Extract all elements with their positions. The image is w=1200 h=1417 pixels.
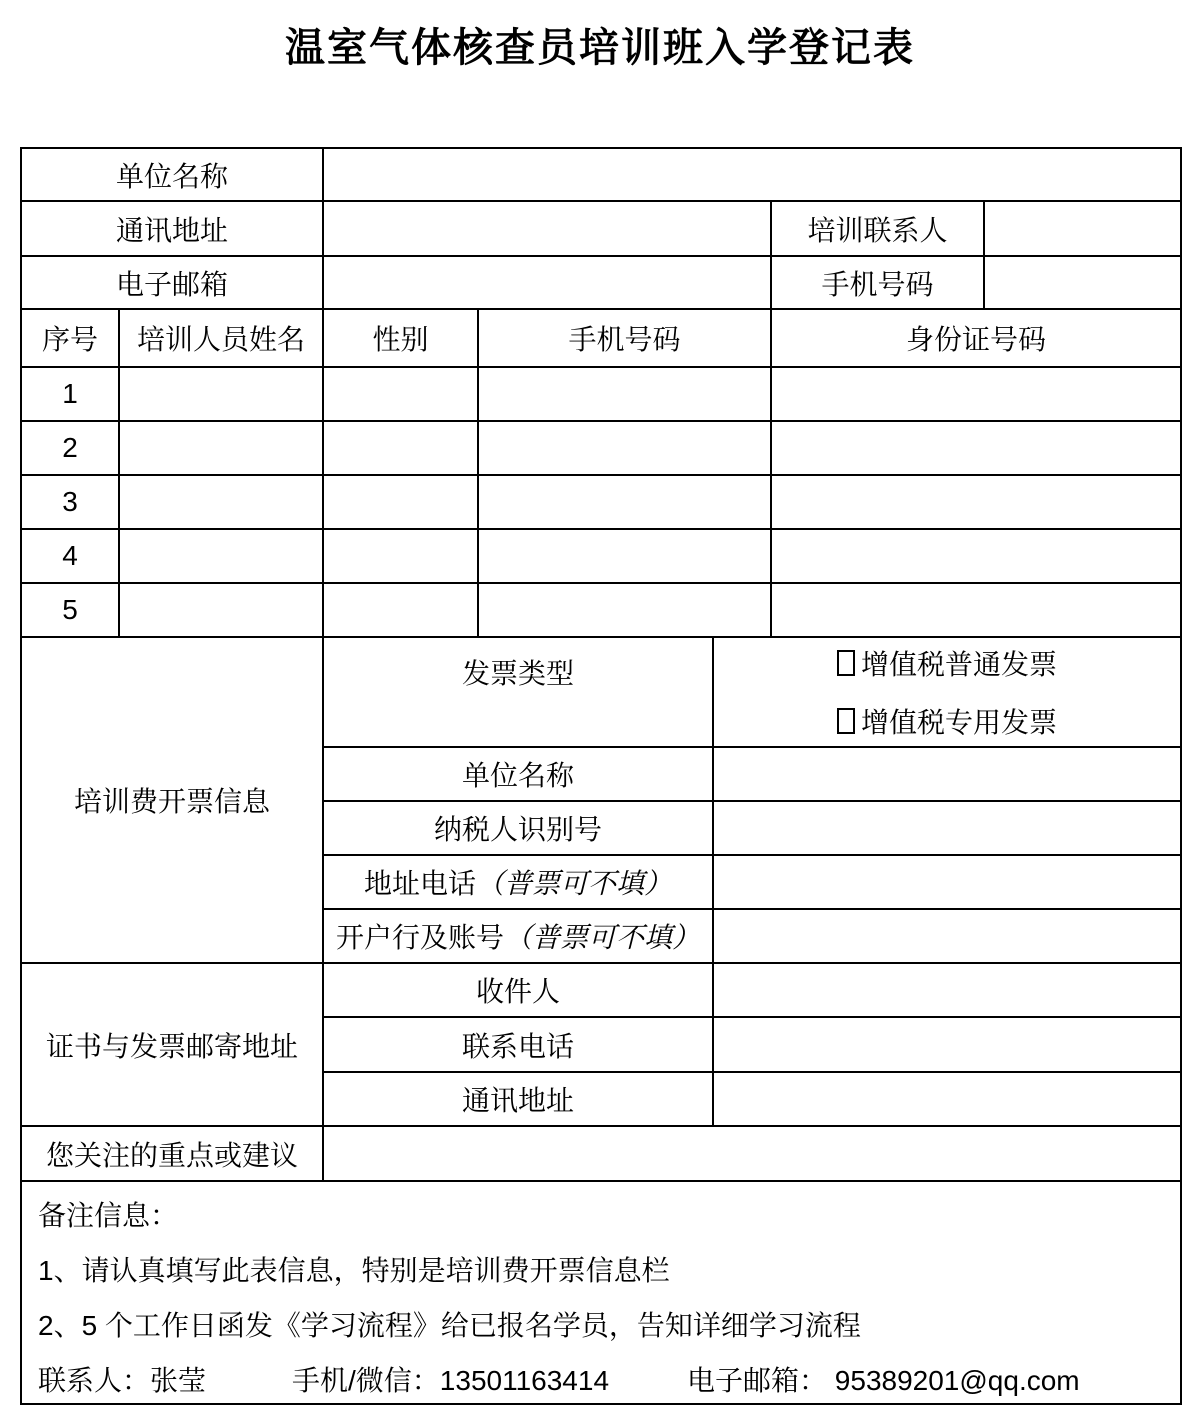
row-number: 1 xyxy=(22,368,120,422)
field-label-mobile: 手机号码 xyxy=(772,257,985,310)
row-number: 5 xyxy=(22,584,120,638)
input-cell-gender-1[interactable] xyxy=(324,368,479,422)
field-note-optional: （普票可不填） xyxy=(476,868,673,899)
section-label-invoice-info: 培训费开票信息 xyxy=(22,638,324,964)
input-cell-mailing-address[interactable] xyxy=(324,202,772,257)
option-vat-special[interactable] xyxy=(837,701,1057,741)
column-header-no: 序号 xyxy=(22,310,120,368)
input-cell-phone-1[interactable] xyxy=(479,368,772,422)
field-label-training-contact: 培训联系人 xyxy=(772,202,985,257)
field-label-recipient: 收件人 xyxy=(324,964,714,1018)
row-number: 2 xyxy=(22,422,120,476)
input-cell-bank-account[interactable] xyxy=(714,910,1182,964)
remarks-block xyxy=(22,1182,1182,1405)
section-label-mailing-address: 证书与发票邮寄地址 xyxy=(22,964,324,1127)
remarks-heading: 备注信息： xyxy=(38,1200,179,1231)
input-cell-phone-4[interactable] xyxy=(479,530,772,584)
field-label-mailing-addr: 通讯地址 xyxy=(324,1073,714,1127)
contact-name: 联系人：张莹 xyxy=(38,1365,207,1396)
input-cell-phone-5[interactable] xyxy=(479,584,772,638)
field-label-invoice-unit-name: 单位名称 xyxy=(324,748,714,802)
registration-form-table xyxy=(20,147,1182,1405)
input-cell-name-4[interactable] xyxy=(120,530,324,584)
remarks-note-1: 1、请认真填写此表信息，特别是培训费开票信息栏 xyxy=(38,1255,670,1286)
column-header-gender: 性别 xyxy=(324,310,479,368)
input-cell-training-contact[interactable] xyxy=(985,202,1182,257)
input-cell-gender-2[interactable] xyxy=(324,422,479,476)
input-cell-address-phone[interactable] xyxy=(714,856,1182,910)
input-cell-id-3[interactable] xyxy=(772,476,1182,530)
input-cell-name-2[interactable] xyxy=(120,422,324,476)
input-cell-name-5[interactable] xyxy=(120,584,324,638)
column-header-phone: 手机号码 xyxy=(479,310,772,368)
input-cell-phone-3[interactable] xyxy=(479,476,772,530)
field-label-unit-name: 单位名称 xyxy=(22,149,324,202)
input-cell-id-2[interactable] xyxy=(772,422,1182,476)
input-cell-gender-5[interactable] xyxy=(324,584,479,638)
checkbox-icon[interactable] xyxy=(837,708,855,734)
input-cell-contact-phone[interactable] xyxy=(714,1018,1182,1073)
field-label-text: 开户行及账号 xyxy=(335,922,504,953)
field-label-mailing-address: 通讯地址 xyxy=(22,202,324,257)
field-label-suggestions: 您关注的重点或建议 xyxy=(22,1127,324,1182)
input-cell-mailing-addr[interactable] xyxy=(714,1073,1182,1127)
input-cell-id-5[interactable] xyxy=(772,584,1182,638)
contact-line xyxy=(38,1353,1080,1405)
input-cell-taxpayer-id[interactable] xyxy=(714,802,1182,856)
input-cell-invoice-unit-name[interactable] xyxy=(714,748,1182,802)
input-cell-name-3[interactable] xyxy=(120,476,324,530)
contact-email: 电子邮箱： 95389201@qq.com xyxy=(687,1365,1080,1396)
field-label-text: 地址电话 xyxy=(363,868,476,899)
input-cell-id-4[interactable] xyxy=(772,530,1182,584)
field-label-contact-phone: 联系电话 xyxy=(324,1018,714,1073)
input-cell-name-1[interactable] xyxy=(120,368,324,422)
input-cell-suggestions[interactable] xyxy=(324,1127,1182,1182)
option-vat-general[interactable] xyxy=(837,643,1057,683)
row-number: 4 xyxy=(22,530,120,584)
field-label-bank-account xyxy=(324,910,714,964)
input-cell-gender-3[interactable] xyxy=(324,476,479,530)
input-cell-phone-2[interactable] xyxy=(479,422,772,476)
remarks-note-2: 2、5 个工作日函发《学习流程》给已报名学员，告知详细学习流程 xyxy=(38,1310,861,1341)
field-label-taxpayer-id: 纳税人识别号 xyxy=(324,802,714,856)
checkbox-icon[interactable] xyxy=(837,650,855,676)
field-note-optional: （普票可不填） xyxy=(504,922,701,953)
row-number: 3 xyxy=(22,476,120,530)
invoice-type-options xyxy=(714,638,1182,748)
input-cell-gender-4[interactable] xyxy=(324,530,479,584)
field-label-invoice-type: 发票类型 xyxy=(324,638,714,748)
contact-phone: 手机/微信：13501163414 xyxy=(292,1365,610,1396)
page-title: 温室气体核查员培训班入学登记表 xyxy=(285,26,915,70)
input-cell-unit-name[interactable] xyxy=(324,149,1182,202)
input-cell-email[interactable] xyxy=(324,257,772,310)
column-header-trainee-name: 培训人员姓名 xyxy=(120,310,324,368)
field-label-address-phone xyxy=(324,856,714,910)
input-cell-mobile[interactable] xyxy=(985,257,1182,310)
input-cell-recipient[interactable] xyxy=(714,964,1182,1018)
option-label: 增值税专用发票 xyxy=(860,707,1057,738)
input-cell-id-1[interactable] xyxy=(772,368,1182,422)
field-label-email: 电子邮箱 xyxy=(22,257,324,310)
column-header-id-number: 身份证号码 xyxy=(772,310,1182,368)
option-label: 增值税普通发票 xyxy=(860,649,1057,680)
